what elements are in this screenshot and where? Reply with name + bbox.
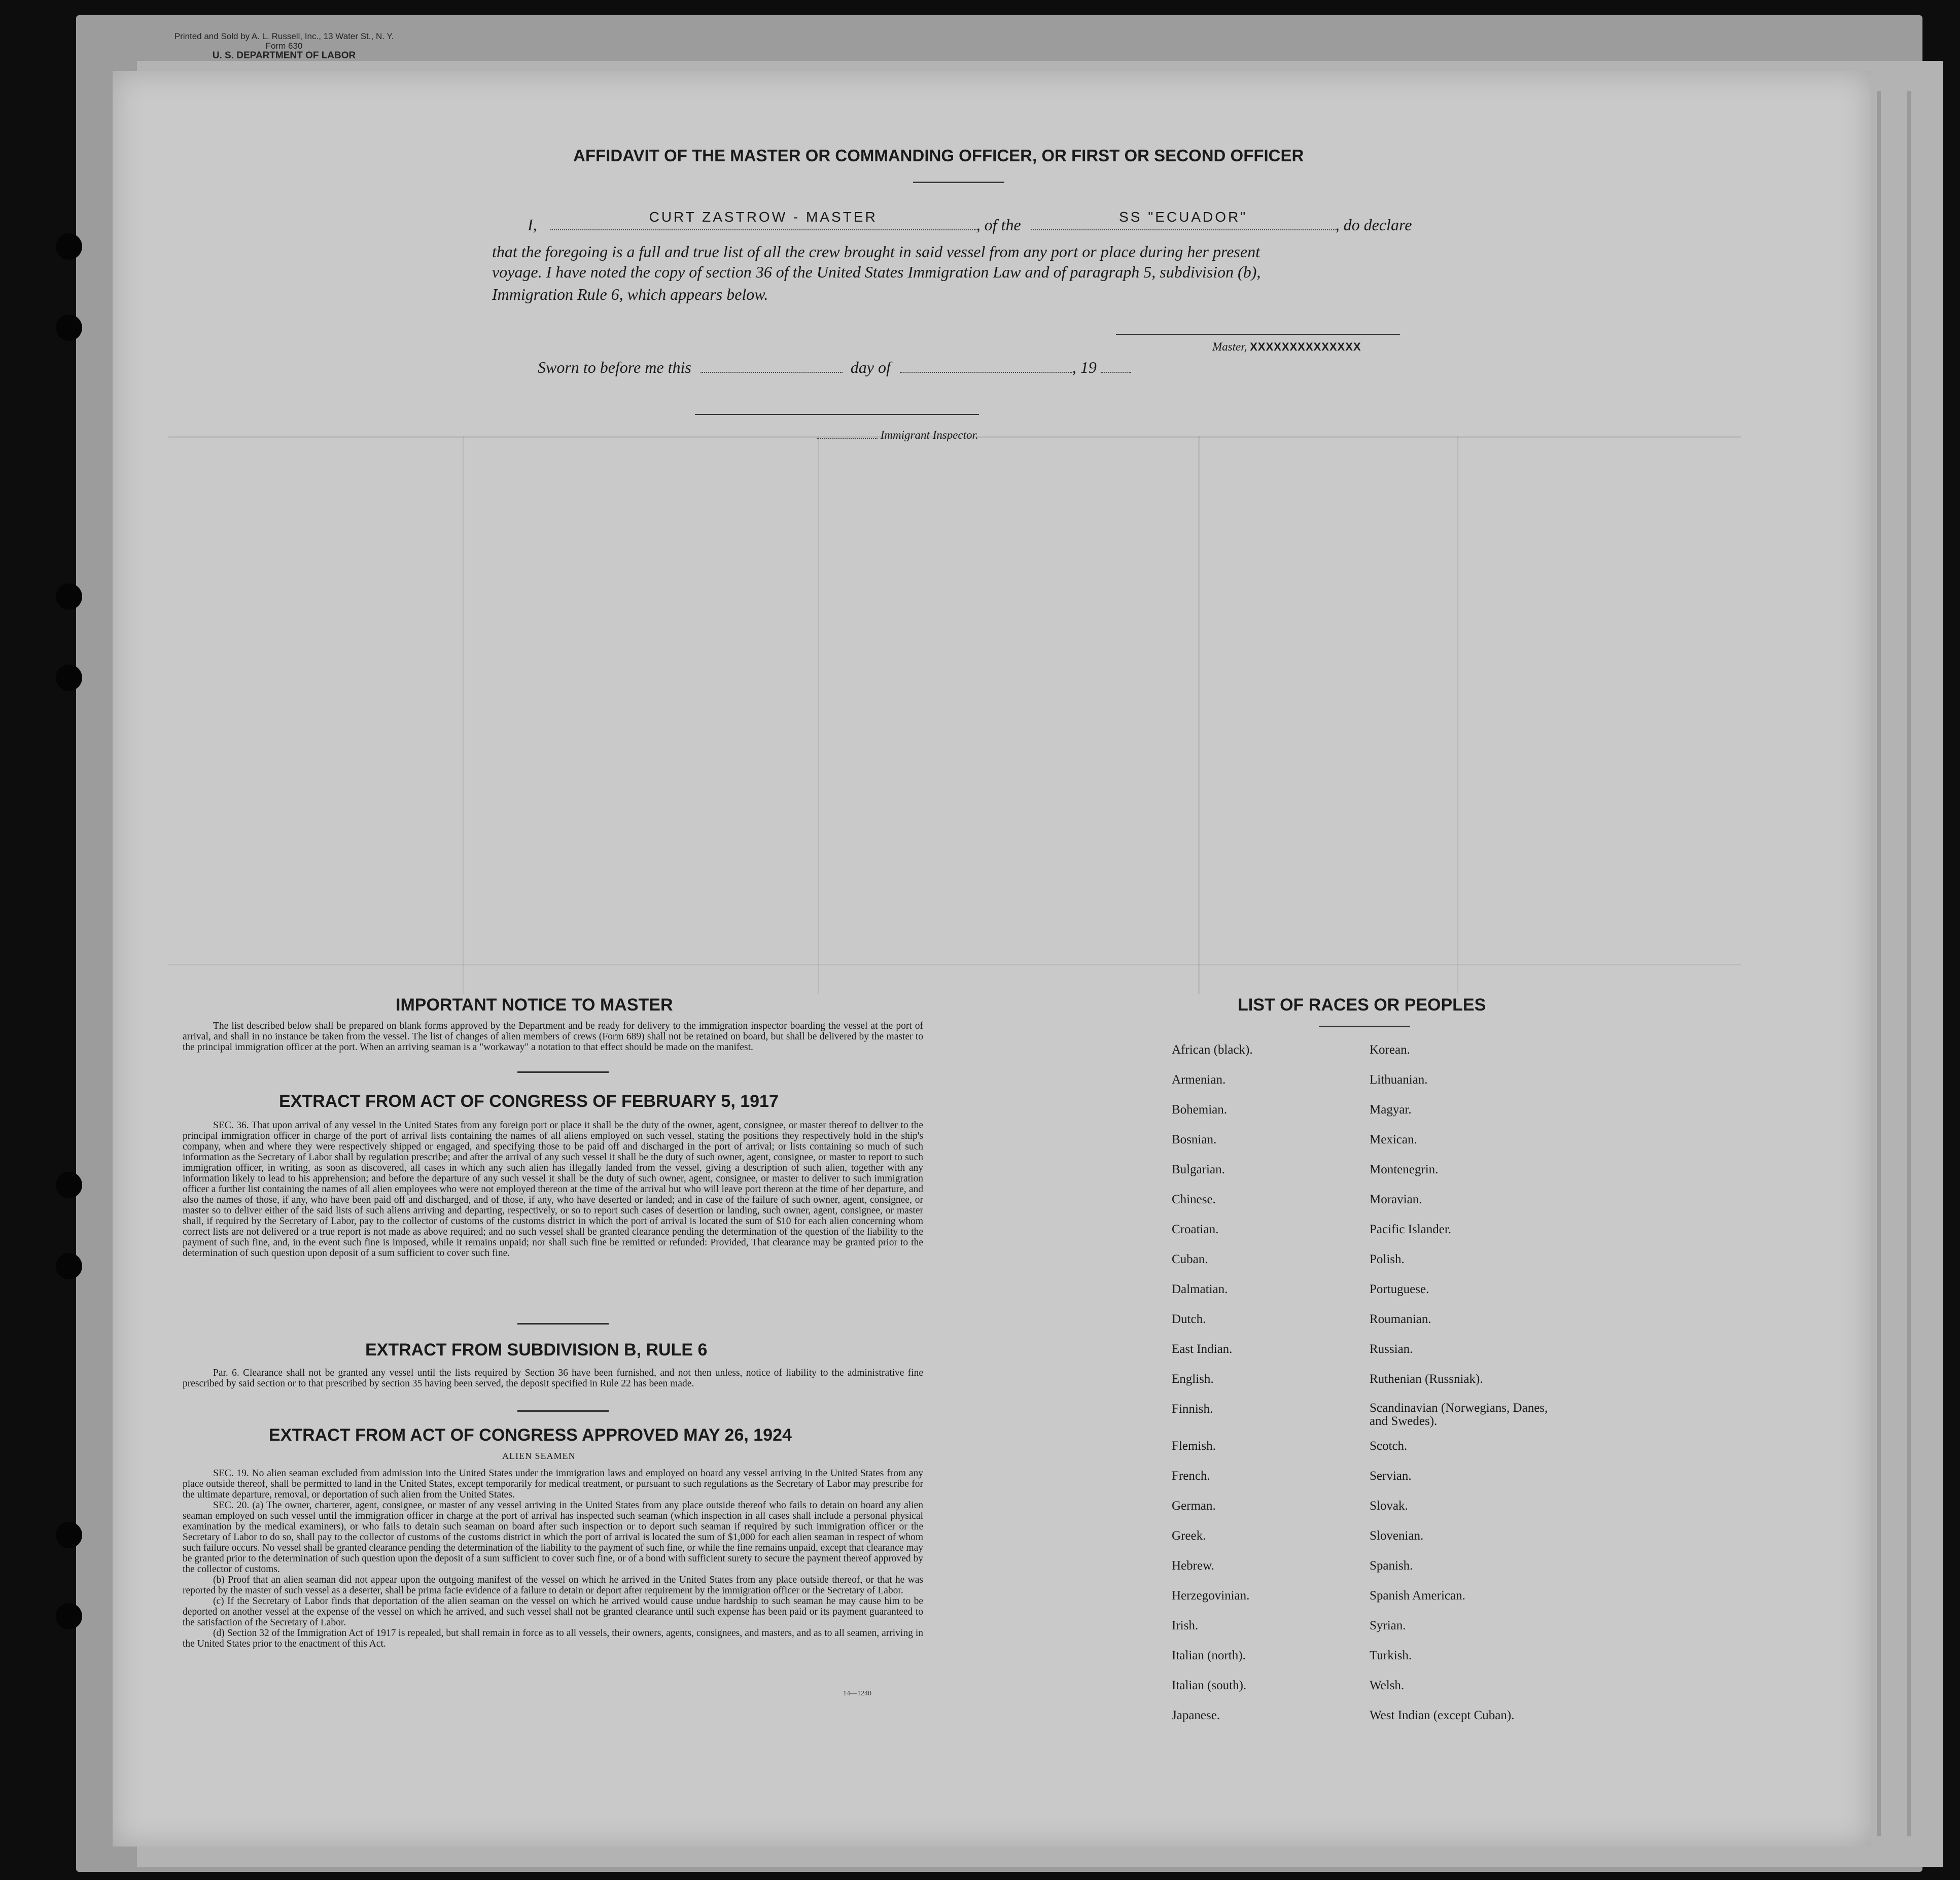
race-item: West Indian (except Cuban). (1370, 1709, 1515, 1722)
race-item: Syrian. (1370, 1619, 1406, 1632)
printer-imprint (101, 31, 467, 60)
race-item: Korean. (1370, 1043, 1410, 1057)
race-item: Welsh. (1370, 1679, 1405, 1692)
bleed-through-line (463, 436, 464, 994)
sworn-prefix: Sworn to before me this (538, 358, 691, 376)
affidavit-title-rule (913, 182, 1004, 183)
races-title-rule (1319, 1026, 1410, 1027)
alien-seamen-subtitle: ALIEN SEAMEN (502, 1451, 576, 1461)
rule-6-rule (517, 1410, 609, 1412)
race-item: Pacific Islander. (1370, 1223, 1452, 1236)
race-item: Lithuanian. (1370, 1073, 1428, 1087)
race-item: Croatian. (1172, 1223, 1219, 1236)
printer-line-3: U. S. DEPARTMENT OF LABOR (212, 50, 356, 61)
punch-hole (56, 1522, 82, 1548)
printer-line-1: Printed and Sold by A. L. Russell, Inc., 13 Water St., N. Y. (174, 31, 394, 41)
affidavit-do-declare: , do declare (1335, 216, 1412, 234)
race-item: African (black). (1172, 1043, 1253, 1057)
punch-hole (56, 1603, 82, 1629)
vessel-value: SS "ECUADOR" (1119, 209, 1248, 225)
affidavit-line-2: that the foregoing is a full and true list of all the crew brought in said vessel from any port or place during her present (492, 242, 1260, 261)
race-item: Turkish. (1370, 1649, 1412, 1662)
punch-hole (56, 1172, 82, 1198)
race-item: Japanese. (1172, 1709, 1220, 1722)
sec-20d-paragraph: (d) Section 32 of the Immigration Act of 1917 is repealed, but shall remain in force as to all vessels, their owners, agents, consignees, and masters, and as to all seamen, arriving in the United States prior to the enactment of this Act. (183, 1628, 923, 1649)
race-item: Mexican. (1370, 1133, 1417, 1146)
master-label: Master, (1212, 340, 1247, 353)
race-item: Russian. (1370, 1342, 1413, 1356)
sworn-day-of: day of (850, 358, 891, 376)
race-item: Spanish. (1370, 1559, 1413, 1573)
race-item: Slovak. (1370, 1499, 1408, 1513)
rule-6-title: EXTRACT FROM SUBDIVISION B, RULE 6 (365, 1340, 708, 1360)
punch-hole (56, 583, 82, 610)
races-title: LIST OF RACES OR PEOPLES (1238, 995, 1486, 1015)
notice-body: The list described below shall be prepared on blank forms approved by the Department and be ready for delivery to the immigration inspector boarding the vessel at the port of arrival, and shall in no instance be taken from the vessel. The list of changes of alien members of crews (Form 689) shall not be retained on board, but shall be delivered by the master to the principal immigration officer at the port. When an arriving seaman is a "workaway" a notation to that effect should be made on the manifest. (183, 1021, 923, 1053)
bleed-through-line (818, 436, 819, 994)
race-item: Cuban. (1172, 1252, 1208, 1266)
punch-hole (56, 1253, 82, 1279)
race-item: Greek. (1172, 1529, 1206, 1543)
bleed-through-line (1198, 436, 1200, 994)
struck-title: XXXXXXXXXXXXXX (1250, 340, 1361, 353)
race-item: Chinese. (1172, 1193, 1216, 1206)
race-item: Finnish. (1172, 1402, 1213, 1416)
notice-rule (517, 1071, 609, 1073)
punch-hole (56, 315, 82, 341)
race-item: Bosnian. (1172, 1133, 1217, 1146)
sheet-edge-shadow (1877, 91, 1881, 1836)
inspector-signature-line (695, 414, 979, 415)
sheet-edge-shadow (1907, 91, 1911, 1836)
extract-1924-body (183, 1468, 923, 1649)
sec-20b-paragraph: (b) Proof that an alien seaman did not appear upon the outgoing manifest of the vessel on which he arrived in the United States from any place outside thereof, or that he was reported by the master of such vessel as a deserter, shall be prima facie evidence of a failure to detain or deport after requirement by the immigration officer or the Secretary of Labor. (183, 1575, 923, 1596)
notice-title: IMPORTANT NOTICE TO MASTER (396, 995, 673, 1015)
master-signature-block (1212, 336, 1361, 358)
race-item: French. (1172, 1469, 1210, 1483)
sworn-year-field (1101, 357, 1131, 373)
race-item: Scandinavian (Norwegians, Danes, and Swedes). (1370, 1401, 1548, 1428)
race-item: Italian (south). (1172, 1679, 1247, 1692)
extract-1917-body: SEC. 36. That upon arrival of any vessel in the United States from any foreign port or place it shall be the duty of the owner, agent, consignee, or master thereof to deliver to the principal immigration officer in charge of the port of arrival lists containing the names of all aliens employed on such vessel, stating the positions they respectively hold in the ship's company, when and where they were respectively shipped or engaged, and specifying those to be paid off and discharged in the port of arrival; or lists containing so much of such information as the Secretary of Labor shall by regulation prescribe; and after the arrival of any such vessel it shall be the duty of such owner, agent, consignee, or master to report to such immigration officer, in writing, as soon as discovered, all cases in which any such alien has illegally landed from the vessel, giving a description of such alien, together with any information likely to lead to his apprehension; and before the departure of any such vessel it shall be the duty of such owner, agent, consignee, or master to deliver to such immigration officer a further list containing the names of all alien employees who were not employed thereon at the time of the arrival but who will leave port thereon at the time of her departure, and also the names of those, if any, who have been paid off and discharged, and of those, if any, who have deserted or landed; and in case of the failure of such owner, agent, consignee, or master so to deliver either of the said lists of such aliens arriving and departing, respectively, or so to report such cases of desertion or landing, such owner, agent, consignee, or master shall, if required by the Secretary of Labor, pay to the collector of customs of the customs district in which the port of arrival is located the sum of $10 for each alien concerning whom correct lists are not delivered or a true report is not made as above required; and no such vessel shall be granted clearance pending the determination of the question of the liability to the payment of such fine, and, in the event such fine is imposed, while it remains unpaid; nor shall such fine be remitted or refunded: Provided, That clearance may be granted prior to the determination of such question upon deposit of a sum sufficient to cover such fine. (183, 1120, 923, 1259)
punch-hole (56, 233, 82, 260)
race-item: Scotch. (1370, 1439, 1408, 1453)
race-item: Dalmatian. (1172, 1282, 1228, 1296)
extract-1917-title: EXTRACT FROM ACT OF CONGRESS OF FEBRUARY 5, 1917 (279, 1092, 779, 1111)
race-item: East Indian. (1172, 1342, 1233, 1356)
race-item: Italian (north). (1172, 1649, 1246, 1662)
race-item: Herzegovinian. (1172, 1589, 1250, 1603)
declarant-field (550, 209, 976, 230)
race-item: Bohemian. (1172, 1103, 1228, 1117)
race-item: Moravian. (1370, 1193, 1422, 1206)
race-item: Portuguese. (1370, 1282, 1429, 1296)
vessel-field (1031, 209, 1336, 230)
punch-hole (56, 665, 82, 691)
sec-20c-paragraph: (c) If the Secretary of Labor finds that deportation of the alien seaman on the vessel on which he arrived would cause undue hardship to such seaman he may cause him to be deported on another vessel at the expense of the vessel on which he arrived, and such vessel shall not be granted clearance until such expense has been paid or its payment guaranteed to the satisfaction of the Secretary of Labor. (183, 1596, 923, 1628)
sec-20a-paragraph: SEC. 20. (a) The owner, charterer, agent, consignee, or master of any vessel arriving in the United States from any place outside thereof who fails to detain on board any alien seaman employed on such vessel until the immigration officer in charge at the port of arrival has inspected such seaman (which inspection in all cases shall include a personal physical examination by the medical examiners), or who fails to detain such seaman on board after such inspection or to deport such seaman if required by such immigration officer or the Secretary of Labor to do so, shall pay to the collector of customs of the customs district in which the port of arrival is located the sum of $1,000 for each alien seaman in respect of whom such failure occurs. No vessel shall be granted clearance pending the determination of the liability to the payment of such fine, or while the fine remains unpaid, except that clearance may be granted prior to the determination of such question upon the deposit of a sum sufficient to cover such fine, or of a bond with sufficient surety to secure the payment thereof approved by the collector of customs. (183, 1500, 923, 1575)
inspector-label: Immigrant Inspector. (880, 429, 978, 441)
sworn-day-field (701, 357, 843, 373)
inspector-block (817, 424, 978, 446)
race-item: Slovenian. (1370, 1529, 1424, 1543)
extract-1924-title: EXTRACT FROM ACT OF CONGRESS APPROVED MAY 26, 1924 (269, 1425, 792, 1445)
race-item: English. (1172, 1372, 1214, 1386)
race-item: Servian. (1370, 1469, 1412, 1483)
sworn-line (538, 356, 1131, 378)
inspector-field (817, 429, 878, 439)
affidavit-line-4: Immigration Rule 6, which appears below. (492, 285, 768, 303)
race-item: Ruthenian (Russniak). (1370, 1372, 1483, 1386)
affidavit-line-1 (528, 209, 1593, 236)
printer-line-2: Form 630 (265, 41, 303, 51)
master-signature-line (1116, 334, 1400, 335)
race-item: Montenegrin. (1370, 1163, 1439, 1176)
race-item: Bulgarian. (1172, 1163, 1225, 1176)
extract-1917-rule (517, 1323, 609, 1325)
affidavit-line-3: voyage. I have noted the copy of section 36 of the United States Immigration Law and of paragraph 5, subdivision (b), (492, 263, 1261, 281)
bleed-through-line (1457, 436, 1458, 994)
affidavit-title: AFFIDAVIT OF THE MASTER OR COMMANDING OFFICER, OR FIRST OR SECOND OFFICER (573, 146, 1304, 165)
race-item: Polish. (1370, 1252, 1405, 1266)
rule-6-body: Par. 6. Clearance shall not be granted any vessel until the lists required by Section 36 have been furnished, and not then unless, notice of liability to the administrative fine prescribed by said section or to that prescribed by section 35 having been served, the deposit specified in Rule 22 has been made. (183, 1368, 923, 1389)
race-item: German. (1172, 1499, 1216, 1513)
race-item: Magyar. (1370, 1103, 1412, 1117)
affidavit-of-the: , of the (976, 216, 1021, 234)
affidavit-i-label: I, (528, 216, 537, 234)
race-item: Flemish. (1172, 1439, 1216, 1453)
sec-19-paragraph: SEC. 19. No alien seaman excluded from admission into the United States under the immigration laws and employed on board any vessel arriving in the United States from any place outside thereof, shall be permitted to land in the United States, except temporarily for medical treatment, or pursuant to such regulations as the Secretary of Labor may prescribe for the ultimate departure, removal, or deportation of such alien from the United States. (183, 1468, 923, 1500)
print-code: 14—1240 (843, 1690, 871, 1697)
sworn-month-field (900, 357, 1072, 373)
race-item: Hebrew. (1172, 1559, 1214, 1573)
race-item: Irish. (1172, 1619, 1199, 1632)
affidavit-sheet (113, 71, 1871, 1847)
race-item: Spanish American. (1370, 1589, 1465, 1603)
race-item: Armenian. (1172, 1073, 1226, 1087)
bleed-through-line (168, 964, 1741, 965)
race-item: Roumanian. (1370, 1312, 1431, 1326)
declarant-value: CURT ZASTROW - MASTER (649, 209, 878, 225)
sworn-year-prefix: , 19 (1072, 358, 1097, 376)
race-item: Dutch. (1172, 1312, 1206, 1326)
